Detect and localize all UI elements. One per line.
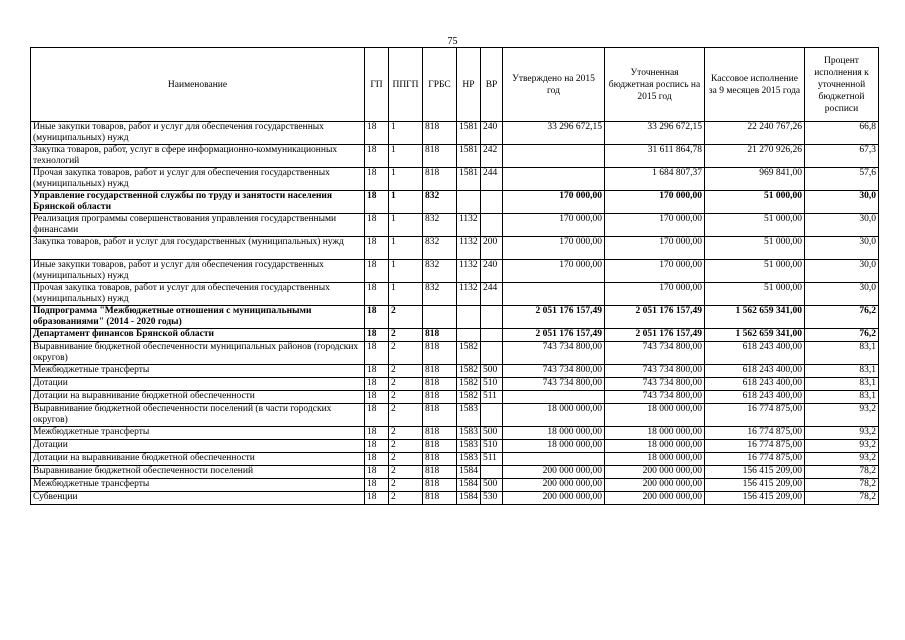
cell-refined: 743 734 800,00	[605, 378, 705, 391]
cell-gp: 18	[365, 214, 389, 237]
cell-vr: 200	[481, 237, 503, 260]
cell-approved: 170 000,00	[503, 260, 605, 283]
cell-np	[457, 191, 481, 214]
cell-grbs: 832	[423, 283, 457, 306]
cell-cash: 51 000,00	[705, 283, 805, 306]
table-row	[31, 342, 879, 365]
cell-vr: 511	[481, 453, 503, 466]
table-row	[31, 145, 879, 168]
cell-np: 1583	[457, 427, 481, 440]
cell-approved: 170 000,00	[503, 237, 605, 260]
cell-gp: 18	[365, 378, 389, 391]
cell-np: 1582	[457, 365, 481, 378]
cell-approved	[503, 391, 605, 404]
cell-name: Межбюджетные трансферты	[31, 427, 365, 440]
cell-np: 1584	[457, 466, 481, 479]
cell-refined: 18 000 000,00	[605, 453, 705, 466]
cell-cash: 51 000,00	[705, 191, 805, 214]
cell-ppgp: 1	[389, 237, 423, 260]
cell-refined: 2 051 176 157,49	[605, 329, 705, 342]
cell-approved: 18 000 000,00	[503, 427, 605, 440]
cell-refined: 170 000,00	[605, 237, 705, 260]
cell-percent: 57,6	[805, 168, 879, 191]
cell-ppgp: 1	[389, 145, 423, 168]
cell-grbs: 818	[423, 479, 457, 492]
cell-gp: 18	[365, 427, 389, 440]
cell-grbs: 818	[423, 391, 457, 404]
cell-gp: 18	[365, 466, 389, 479]
cell-cash: 969 841,00	[705, 168, 805, 191]
table-body	[31, 122, 879, 505]
cell-name: Иные закупки товаров, работ и услуг для обеспечения государственных (муниципальных) нужд	[31, 260, 365, 283]
cell-approved: 170 000,00	[503, 214, 605, 237]
cell-approved: 33 296 672,15	[503, 122, 605, 145]
cell-ppgp: 1	[389, 260, 423, 283]
cell-approved	[503, 145, 605, 168]
cell-name: Подпрограмма "Межбюджетные отношения с муниципальными образованиями" (2014 - 2020 годы)	[31, 306, 365, 329]
cell-grbs: 818	[423, 492, 457, 505]
header-cash: Кассовое исполнение за 9 месяцев 2015 года	[705, 48, 805, 122]
cell-np: 1132	[457, 214, 481, 237]
header-np: НР	[457, 48, 481, 122]
cell-name: Прочая закупка товаров, работ и услуг для обеспечения государственных (муниципальных) нужд	[31, 168, 365, 191]
table-row	[31, 404, 879, 427]
cell-np	[457, 329, 481, 342]
cell-name: Выравнивание бюджетной обеспеченности поселений	[31, 466, 365, 479]
cell-gp: 18	[365, 191, 389, 214]
cell-vr: 240	[481, 122, 503, 145]
cell-percent: 30,0	[805, 283, 879, 306]
cell-percent: 93,2	[805, 453, 879, 466]
cell-cash: 156 415 209,00	[705, 479, 805, 492]
cell-cash: 618 243 400,00	[705, 365, 805, 378]
cell-vr	[481, 214, 503, 237]
cell-cash: 22 240 767,26	[705, 122, 805, 145]
cell-grbs	[423, 306, 457, 329]
cell-percent: 93,2	[805, 440, 879, 453]
cell-grbs: 818	[423, 365, 457, 378]
cell-name: Иные закупки товаров, работ и услуг для обеспечения государственных (муниципальных) нужд	[31, 122, 365, 145]
cell-name: Межбюджетные трансферты	[31, 479, 365, 492]
table-row	[31, 260, 879, 283]
cell-approved: 18 000 000,00	[503, 404, 605, 427]
cell-approved: 170 000,00	[503, 191, 605, 214]
cell-cash: 156 415 209,00	[705, 492, 805, 505]
cell-gp: 18	[365, 453, 389, 466]
table-row	[31, 453, 879, 466]
cell-vr: 511	[481, 391, 503, 404]
cell-name: Выравнивание бюджетной обеспеченности поселений (в части городских округов)	[31, 404, 365, 427]
cell-ppgp: 1	[389, 168, 423, 191]
cell-cash: 1 562 659 341,00	[705, 306, 805, 329]
cell-np: 1581	[457, 122, 481, 145]
cell-refined: 170 000,00	[605, 191, 705, 214]
cell-grbs: 832	[423, 260, 457, 283]
cell-np: 1584	[457, 492, 481, 505]
cell-gp: 18	[365, 492, 389, 505]
cell-refined: 18 000 000,00	[605, 427, 705, 440]
cell-grbs: 818	[423, 145, 457, 168]
cell-ppgp: 1	[389, 214, 423, 237]
cell-refined: 743 734 800,00	[605, 342, 705, 365]
cell-approved	[503, 283, 605, 306]
cell-cash: 21 270 926,26	[705, 145, 805, 168]
cell-refined: 1 684 807,37	[605, 168, 705, 191]
table-row	[31, 168, 879, 191]
table-row	[31, 191, 879, 214]
cell-np: 1582	[457, 342, 481, 365]
cell-name: Прочая закупка товаров, работ и услуг для обеспечения государственных (муниципальных) нужд	[31, 283, 365, 306]
cell-np: 1584	[457, 479, 481, 492]
cell-cash: 16 774 875,00	[705, 453, 805, 466]
cell-grbs: 818	[423, 453, 457, 466]
cell-grbs: 818	[423, 122, 457, 145]
cell-gp: 18	[365, 122, 389, 145]
cell-approved	[503, 168, 605, 191]
table-row	[31, 329, 879, 342]
cell-approved: 2 051 176 157,49	[503, 306, 605, 329]
header-ppgp: ППГП	[389, 48, 423, 122]
cell-percent: 78,2	[805, 466, 879, 479]
cell-np: 1581	[457, 145, 481, 168]
cell-vr	[481, 191, 503, 214]
cell-vr: 510	[481, 378, 503, 391]
cell-cash: 618 243 400,00	[705, 391, 805, 404]
cell-cash: 1 562 659 341,00	[705, 329, 805, 342]
cell-cash: 16 774 875,00	[705, 404, 805, 427]
cell-ppgp: 2	[389, 479, 423, 492]
cell-cash: 51 000,00	[705, 237, 805, 260]
table-row	[31, 427, 879, 440]
cell-percent: 83,1	[805, 365, 879, 378]
cell-gp: 18	[365, 479, 389, 492]
cell-vr: 530	[481, 492, 503, 505]
cell-approved: 743 734 800,00	[503, 378, 605, 391]
cell-name: Выравнивание бюджетной обеспеченности муниципальных районов (городских округов)	[31, 342, 365, 365]
cell-vr: 240	[481, 260, 503, 283]
cell-vr	[481, 342, 503, 365]
cell-np	[457, 306, 481, 329]
cell-refined: 200 000 000,00	[605, 479, 705, 492]
cell-vr	[481, 466, 503, 479]
cell-percent: 30,0	[805, 214, 879, 237]
header-name: Наименование	[31, 48, 365, 122]
cell-gp: 18	[365, 365, 389, 378]
cell-ppgp: 2	[389, 329, 423, 342]
cell-ppgp: 2	[389, 378, 423, 391]
cell-vr: 500	[481, 479, 503, 492]
cell-approved: 18 000 000,00	[503, 440, 605, 453]
cell-grbs: 818	[423, 427, 457, 440]
cell-gp: 18	[365, 404, 389, 427]
cell-name: Субвенции	[31, 492, 365, 505]
cell-refined: 31 611 864,78	[605, 145, 705, 168]
cell-gp: 18	[365, 260, 389, 283]
cell-percent: 67,3	[805, 145, 879, 168]
cell-refined: 18 000 000,00	[605, 440, 705, 453]
cell-cash: 16 774 875,00	[705, 427, 805, 440]
cell-grbs: 832	[423, 191, 457, 214]
cell-name: Дотации	[31, 440, 365, 453]
cell-approved: 200 000 000,00	[503, 492, 605, 505]
table-row	[31, 492, 879, 505]
cell-ppgp: 2	[389, 365, 423, 378]
cell-cash: 618 243 400,00	[705, 342, 805, 365]
cell-np: 1132	[457, 283, 481, 306]
cell-gp: 18	[365, 342, 389, 365]
cell-percent: 93,2	[805, 404, 879, 427]
cell-approved: 200 000 000,00	[503, 479, 605, 492]
budget-table	[30, 47, 879, 505]
header-row	[31, 48, 879, 122]
table-row	[31, 378, 879, 391]
cell-ppgp: 2	[389, 404, 423, 427]
cell-percent: 30,0	[805, 260, 879, 283]
cell-name: Дотации на выравнивание бюджетной обеспеченности	[31, 391, 365, 404]
cell-ppgp: 2	[389, 342, 423, 365]
cell-name: Межбюджетные трансферты	[31, 365, 365, 378]
cell-gp: 18	[365, 283, 389, 306]
cell-ppgp: 1	[389, 122, 423, 145]
cell-gp: 18	[365, 168, 389, 191]
cell-vr: 510	[481, 440, 503, 453]
cell-approved: 2 051 176 157,49	[503, 329, 605, 342]
cell-approved	[503, 453, 605, 466]
cell-np: 1132	[457, 260, 481, 283]
cell-percent: 30,0	[805, 237, 879, 260]
header-refined: Уточненная бюджетная роспись на 2015 год	[605, 48, 705, 122]
table-row	[31, 365, 879, 378]
cell-grbs: 832	[423, 237, 457, 260]
cell-ppgp: 2	[389, 391, 423, 404]
cell-vr: 242	[481, 145, 503, 168]
cell-cash: 16 774 875,00	[705, 440, 805, 453]
cell-percent: 78,2	[805, 492, 879, 505]
cell-grbs: 818	[423, 168, 457, 191]
cell-ppgp: 2	[389, 466, 423, 479]
cell-vr: 500	[481, 365, 503, 378]
cell-percent: 78,2	[805, 479, 879, 492]
cell-cash: 618 243 400,00	[705, 378, 805, 391]
table-row	[31, 440, 879, 453]
cell-grbs: 818	[423, 466, 457, 479]
table-row	[31, 122, 879, 145]
cell-refined: 170 000,00	[605, 260, 705, 283]
cell-refined: 200 000 000,00	[605, 492, 705, 505]
cell-grbs: 818	[423, 329, 457, 342]
cell-refined: 170 000,00	[605, 283, 705, 306]
cell-approved: 743 734 800,00	[503, 342, 605, 365]
cell-gp: 18	[365, 329, 389, 342]
cell-cash: 156 415 209,00	[705, 466, 805, 479]
cell-vr	[481, 306, 503, 329]
cell-gp: 18	[365, 391, 389, 404]
cell-name: Дотации	[31, 378, 365, 391]
cell-refined: 743 734 800,00	[605, 365, 705, 378]
cell-gp: 18	[365, 306, 389, 329]
cell-ppgp: 1	[389, 191, 423, 214]
cell-percent: 30,0	[805, 191, 879, 214]
cell-vr: 244	[481, 283, 503, 306]
cell-percent: 83,1	[805, 342, 879, 365]
page-number: 75	[447, 36, 458, 47]
cell-refined: 18 000 000,00	[605, 404, 705, 427]
cell-name: Закупка товаров, работ и услуг для государственных (муниципальных) нужд	[31, 237, 365, 260]
cell-percent: 66,8	[805, 122, 879, 145]
cell-cash: 51 000,00	[705, 260, 805, 283]
table-row	[31, 283, 879, 306]
cell-approved: 200 000 000,00	[503, 466, 605, 479]
cell-name: Дотации на выравнивание бюджетной обеспеченности	[31, 453, 365, 466]
cell-np: 1583	[457, 453, 481, 466]
table-row	[31, 479, 879, 492]
header-approved: Утверждено на 2015 год	[503, 48, 605, 122]
cell-ppgp: 2	[389, 440, 423, 453]
cell-name: Департамент финансов Брянской области	[31, 329, 365, 342]
cell-gp: 18	[365, 440, 389, 453]
cell-np: 1583	[457, 404, 481, 427]
cell-name: Управление государственной службы по труду и занятости населения Брянской области	[31, 191, 365, 214]
cell-gp: 18	[365, 145, 389, 168]
cell-np: 1581	[457, 168, 481, 191]
table-row	[31, 237, 879, 260]
cell-gp: 18	[365, 237, 389, 260]
header-gp: ГП	[365, 48, 389, 122]
cell-np: 1582	[457, 391, 481, 404]
table-row	[31, 466, 879, 479]
header-percent: Процент исполнения к уточненной бюджетной росписи	[805, 48, 879, 122]
cell-refined: 2 051 176 157,49	[605, 306, 705, 329]
cell-percent: 83,1	[805, 378, 879, 391]
cell-grbs: 818	[423, 440, 457, 453]
cell-grbs: 832	[423, 214, 457, 237]
cell-refined: 170 000,00	[605, 214, 705, 237]
cell-percent: 76,2	[805, 306, 879, 329]
cell-grbs: 818	[423, 342, 457, 365]
cell-approved: 743 734 800,00	[503, 365, 605, 378]
cell-vr	[481, 329, 503, 342]
cell-vr: 500	[481, 427, 503, 440]
cell-ppgp: 2	[389, 427, 423, 440]
cell-ppgp: 2	[389, 492, 423, 505]
cell-name: Закупка товаров, работ, услуг в сфере информационно-коммуникационных технологий	[31, 145, 365, 168]
cell-cash: 51 000,00	[705, 214, 805, 237]
cell-refined: 200 000 000,00	[605, 466, 705, 479]
cell-ppgp: 2	[389, 306, 423, 329]
cell-np: 1582	[457, 378, 481, 391]
cell-refined: 743 734 800,00	[605, 391, 705, 404]
header-grbs: ГРБС	[423, 48, 457, 122]
cell-grbs: 818	[423, 404, 457, 427]
table-row	[31, 306, 879, 329]
cell-percent: 93,2	[805, 427, 879, 440]
cell-grbs: 818	[423, 378, 457, 391]
cell-percent: 76,2	[805, 329, 879, 342]
cell-vr	[481, 404, 503, 427]
table-row	[31, 391, 879, 404]
cell-np: 1583	[457, 440, 481, 453]
cell-name: Реализация программы совершенствования управления государственными финансами	[31, 214, 365, 237]
cell-ppgp: 1	[389, 283, 423, 306]
header-vr: ВР	[481, 48, 503, 122]
cell-percent: 83,1	[805, 391, 879, 404]
cell-np: 1132	[457, 237, 481, 260]
cell-vr: 244	[481, 168, 503, 191]
cell-refined: 33 296 672,15	[605, 122, 705, 145]
table-row	[31, 214, 879, 237]
cell-ppgp: 2	[389, 453, 423, 466]
